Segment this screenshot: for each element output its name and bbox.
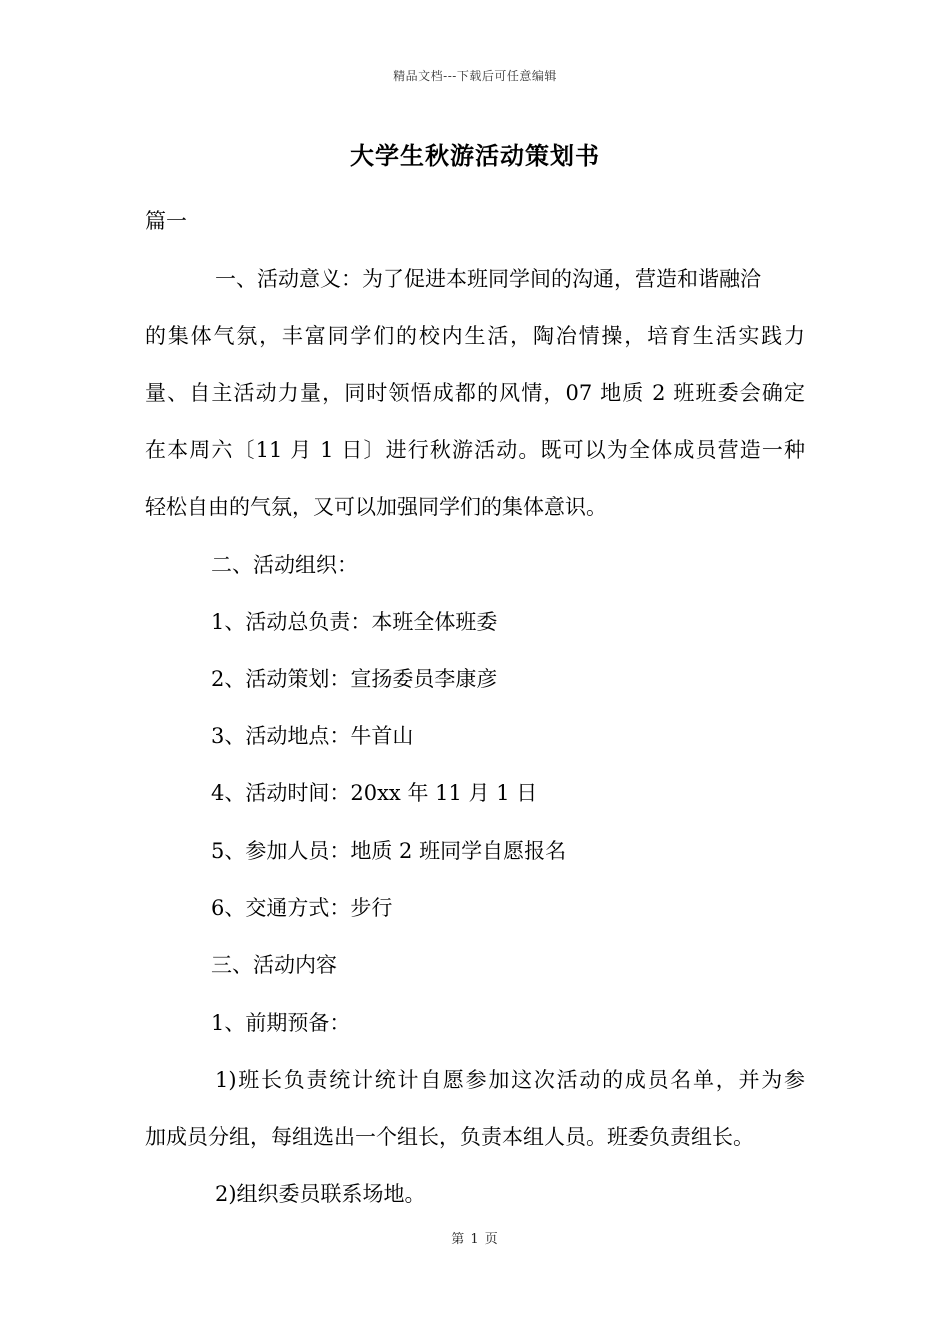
paragraph-line: 1)班长负责统计统计自愿参加这次活动的成员名单，并为参 <box>215 1068 805 1092</box>
paragraph-line: 的集体气氛，丰富同学们的校内生活，陶冶情操，培育生活实践力 <box>145 324 805 348</box>
header-note: 精品文档---下载后可任意编辑 <box>393 69 557 83</box>
section-heading-content: 三、活动内容 <box>211 953 337 977</box>
list-item: 2、活动策划：宣扬委员李康彦 <box>211 667 498 691</box>
paragraph-line: 轻松自由的气氛，又可以加强同学们的集体意识。 <box>145 495 607 519</box>
document-title: 大学生秋游活动策划书 <box>350 141 600 170</box>
list-item: 1、活动总负责：本班全体班委 <box>211 610 498 634</box>
list-item: 4、活动时间：20xx 年 11 月 1 日 <box>211 781 538 805</box>
section-label: 篇一 <box>145 209 187 233</box>
list-item: 6、交通方式：步行 <box>211 896 393 920</box>
paragraph-line: 量、自主活动力量，同时领悟成都的风情，07 地质 2 班班委会确定 <box>145 381 805 405</box>
page-number: 第 1 页 <box>451 1232 499 1247</box>
paragraph-line: 一、活动意义：为了促进本班同学间的沟通，营造和谐融洽 <box>215 267 761 291</box>
paragraph-line: 加成员分组，每组选出一个组长，负责本组人员。班委负责组长。 <box>145 1125 754 1149</box>
paragraph-line: 2)组织委员联系场地。 <box>215 1182 426 1206</box>
paragraph-line: 在本周六〔11 月 1 日〕进行秋游活动。既可以为全体成员营造一种 <box>145 438 805 462</box>
section-heading-organization: 二、活动组织： <box>211 553 358 577</box>
subsection-heading-preparation: 1、前期预备： <box>211 1011 351 1035</box>
list-item: 3、活动地点：牛首山 <box>211 724 414 748</box>
list-item: 5、参加人员：地质 2 班同学自愿报名 <box>211 839 567 863</box>
